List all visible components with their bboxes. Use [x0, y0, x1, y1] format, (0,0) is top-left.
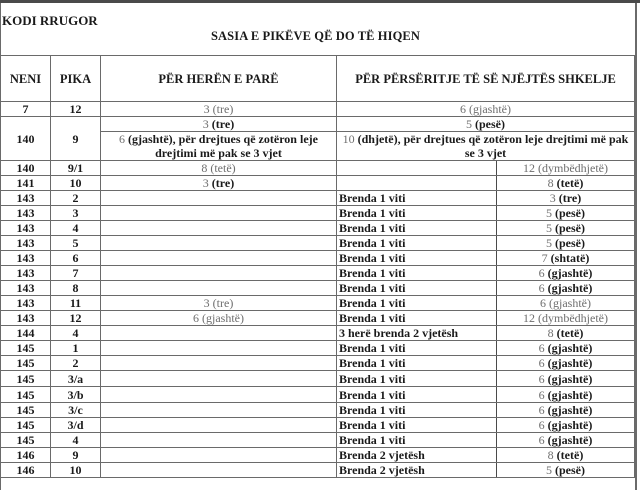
pika-cell: 7 — [51, 266, 101, 281]
points-number: 6 — [540, 296, 546, 310]
first-time-cell — [101, 326, 337, 341]
points-number: 6 — [538, 341, 545, 355]
table-row — [1, 311, 635, 326]
pika-cell: 9 — [51, 448, 101, 463]
repeat-condition-cell: Brenda 1 viti — [337, 206, 497, 221]
repeat-condition-cell: Brenda 2 vjetësh — [337, 463, 497, 478]
points-number: 6 — [119, 132, 126, 146]
points-word: (tetë) — [556, 448, 584, 462]
first-time-cell — [101, 403, 337, 418]
points-word: (tre) — [558, 191, 582, 205]
repeat-points-cell — [497, 433, 635, 448]
header-first-time: PËR HERËN E PARË — [101, 56, 337, 102]
repeat-points-cell — [497, 341, 635, 356]
header-neni: NENI — [1, 56, 51, 102]
pika-cell: 5 — [51, 236, 101, 251]
points-number: 5 — [466, 117, 472, 131]
neni-cell: 145 — [1, 403, 51, 418]
neni-cell: 7 — [1, 102, 51, 117]
pika-cell: 4 — [51, 433, 101, 448]
neni-cell: 145 — [1, 371, 51, 387]
neni-cell: 146 — [1, 463, 51, 478]
points-word: (gjashtë) — [547, 403, 593, 417]
repeat-condition-cell: Brenda 1 viti — [337, 371, 497, 387]
repeat-condition-cell: Brenda 1 viti — [337, 281, 497, 296]
points-word: (pesë) — [475, 117, 505, 131]
pika-cell: 11 — [51, 296, 101, 311]
repeat-points-cell — [497, 221, 635, 236]
first-time-cell — [101, 221, 337, 236]
points-table — [0, 55, 635, 478]
repeat-points-cell — [497, 176, 635, 191]
points-number: 3 — [203, 102, 210, 116]
points-word: (pesë) — [555, 463, 585, 477]
repeat-points-cell — [497, 191, 635, 206]
neni-cell: 143 — [1, 311, 51, 326]
points-number: 8 — [547, 448, 554, 462]
table-row — [1, 251, 635, 266]
neni-cell: 141 — [1, 176, 51, 191]
points-word: (gjashtë) — [547, 281, 593, 295]
table-row — [1, 296, 635, 311]
header-pika: PIKA — [51, 56, 101, 102]
repeat-condition-cell: Brenda 1 viti — [337, 191, 497, 206]
points-number: 8 — [547, 176, 554, 190]
first-time-cell — [101, 117, 337, 132]
repeat-points-cell — [497, 161, 635, 176]
neni-cell: 143 — [1, 266, 51, 281]
repeat-condition-cell — [337, 176, 497, 191]
neni-cell: 143 — [1, 296, 51, 311]
repeat-condition-cell: Brenda 1 viti — [337, 296, 497, 311]
repeat-cell — [337, 102, 635, 117]
table-row — [1, 221, 635, 236]
neni-cell: 140 — [1, 161, 51, 176]
points-word: (tre) — [211, 176, 235, 190]
points-word: (gjashtë) — [547, 266, 593, 280]
points-word: (tre) — [211, 117, 235, 131]
pika-cell: 1 — [51, 341, 101, 356]
pika-cell: 10 — [51, 176, 101, 191]
table-row — [1, 161, 635, 176]
points-number: 7 — [541, 251, 548, 265]
repeat-points-cell — [497, 356, 635, 371]
neni-cell: 145 — [1, 356, 51, 371]
table-row — [1, 326, 635, 341]
first-time-cell — [101, 266, 337, 281]
points-word: (pesë) — [555, 206, 585, 220]
points-word: (gjashtë) — [547, 387, 593, 402]
points-number: 6 — [538, 371, 545, 386]
points-word: (tetë) — [556, 326, 584, 340]
repeat-points-cell — [497, 371, 635, 387]
repeat-points-cell — [497, 448, 635, 463]
points-word: (gjashtë) — [547, 341, 593, 355]
first-time-cell — [101, 161, 337, 176]
table-row — [1, 117, 635, 132]
repeat-condition-cell: Brenda 2 vjetësh — [337, 448, 497, 463]
first-time-cell — [101, 311, 337, 326]
repeat-condition-cell: Brenda 1 viti — [337, 341, 497, 356]
repeat-points-cell — [497, 387, 635, 403]
points-word: (gjashtë) — [547, 356, 593, 370]
points-number: 3 — [202, 117, 209, 131]
points-word: (dhjetë), për drejtues që zotëron leje drejtimi më pak se 3 vjet — [357, 132, 629, 160]
neni-cell: 140 — [1, 117, 51, 161]
first-time-cell — [101, 132, 337, 161]
table-row — [1, 206, 635, 221]
points-word: (gjashtë), për drejtues që zotëron leje drejtimi më pak se 3 vjet — [128, 132, 318, 160]
repeat-points-cell — [497, 266, 635, 281]
points-number: 6 — [460, 102, 466, 116]
points-number: 6 — [538, 403, 545, 417]
document-header — [0, 3, 634, 56]
points-word: (tetë) — [556, 176, 584, 190]
pika-cell: 3/a — [51, 371, 101, 387]
points-number: 5 — [546, 463, 552, 477]
points-number: 5 — [546, 236, 552, 250]
table-row — [1, 236, 635, 251]
first-time-cell — [101, 251, 337, 266]
first-time-cell — [101, 356, 337, 371]
first-time-cell — [101, 387, 337, 403]
points-word: (pesë) — [555, 236, 585, 250]
neni-cell: 143 — [1, 191, 51, 206]
table-row — [1, 266, 635, 281]
points-number: 8 — [201, 161, 208, 175]
repeat-cell — [337, 117, 635, 132]
repeat-condition-cell — [337, 161, 497, 176]
pika-cell: 3 — [51, 206, 101, 221]
neni-cell: 145 — [1, 433, 51, 448]
table-row — [1, 387, 635, 403]
repeat-points-cell — [497, 236, 635, 251]
points-word: (tetë) — [210, 161, 236, 175]
points-word: (gjashtë) — [547, 418, 593, 432]
neni-cell: 145 — [1, 387, 51, 403]
table-row — [1, 463, 635, 478]
points-number: 6 — [538, 356, 545, 370]
points-number: 12 — [523, 161, 535, 175]
points-word: (gjashtë) — [547, 433, 593, 447]
neni-cell: 144 — [1, 326, 51, 341]
points-word: (gjashtë) — [202, 311, 244, 325]
repeat-points-cell — [497, 418, 635, 433]
pika-cell: 2 — [51, 191, 101, 206]
pika-cell: 4 — [51, 221, 101, 236]
points-number: 12 — [523, 311, 535, 325]
points-number: 5 — [546, 206, 552, 220]
pika-cell: 6 — [51, 251, 101, 266]
first-time-cell — [101, 371, 337, 387]
pika-cell: 12 — [51, 311, 101, 326]
first-time-cell — [101, 418, 337, 433]
points-number: 8 — [547, 326, 554, 340]
repeat-cell — [337, 132, 635, 161]
pika-cell: 9 — [51, 117, 101, 161]
points-number: 3 — [203, 296, 210, 310]
repeat-points-cell — [497, 206, 635, 221]
points-word: (shtatë) — [550, 251, 590, 265]
first-time-cell — [101, 206, 337, 221]
points-number: 6 — [538, 418, 545, 432]
table-row — [1, 433, 635, 448]
first-time-cell — [101, 176, 337, 191]
repeat-points-cell — [497, 403, 635, 418]
first-time-cell — [101, 236, 337, 251]
repeat-points-cell — [497, 326, 635, 341]
neni-cell: 145 — [1, 418, 51, 433]
document-title: SASIA E PIKËVE QË DO TË HIQEN — [211, 29, 420, 43]
repeat-condition-cell: 3 herë brenda 2 vjetësh — [337, 326, 497, 341]
points-number: 6 — [538, 387, 545, 402]
first-time-cell — [101, 102, 337, 117]
repeat-condition-cell: Brenda 1 viti — [337, 311, 497, 326]
pika-cell: 8 — [51, 281, 101, 296]
points-word: (tre) — [212, 296, 234, 310]
first-time-cell — [101, 281, 337, 296]
first-time-cell — [101, 433, 337, 448]
table-row — [1, 102, 635, 117]
table-row — [1, 356, 635, 371]
neni-cell: 143 — [1, 221, 51, 236]
repeat-condition-cell: Brenda 1 viti — [337, 251, 497, 266]
repeat-condition-cell: Brenda 1 viti — [337, 221, 497, 236]
repeat-condition-cell: Brenda 1 viti — [337, 266, 497, 281]
table-row — [1, 281, 635, 296]
repeat-condition-cell: Brenda 1 viti — [337, 356, 497, 371]
table-header-row — [1, 56, 635, 102]
first-time-cell — [101, 448, 337, 463]
neni-cell: 145 — [1, 341, 51, 356]
first-time-cell — [101, 191, 337, 206]
code-label: KODI RRUGOR — [2, 13, 98, 28]
pika-cell: 2 — [51, 356, 101, 371]
repeat-condition-cell: Brenda 1 viti — [337, 433, 497, 448]
repeat-points-cell — [497, 311, 635, 326]
first-time-cell — [101, 296, 337, 311]
points-word: (dymbëdhjetë) — [538, 311, 608, 325]
table-row — [1, 403, 635, 418]
points-number: 3 — [202, 176, 209, 190]
pika-cell: 3/c — [51, 403, 101, 418]
points-word: (gjashtë) — [469, 102, 511, 116]
points-number: 6 — [193, 311, 199, 325]
repeat-condition-cell: Brenda 1 viti — [337, 236, 497, 251]
pika-cell: 12 — [51, 102, 101, 117]
neni-cell: 143 — [1, 206, 51, 221]
pika-cell: 3/d — [51, 418, 101, 433]
pika-cell: 4 — [51, 326, 101, 341]
table-row — [1, 448, 635, 463]
table-row — [1, 371, 635, 387]
table-row — [1, 341, 635, 356]
pika-cell: 10 — [51, 463, 101, 478]
neni-cell: 143 — [1, 236, 51, 251]
table-row — [1, 176, 635, 191]
repeat-points-cell — [497, 463, 635, 478]
points-number: 6 — [538, 266, 545, 280]
header-repeat: PËR PËRSËRITJE TË SË NJËJTËS SHKELJE — [337, 56, 635, 102]
points-word: (gjashtë) — [547, 371, 593, 386]
table-row — [1, 418, 635, 433]
points-word: (tre) — [212, 102, 234, 116]
points-word: (dymbëdhjetë) — [538, 161, 608, 175]
repeat-condition-cell: Brenda 1 viti — [337, 387, 497, 403]
repeat-points-cell — [497, 281, 635, 296]
points-number: 6 — [538, 433, 545, 447]
repeat-points-cell — [497, 251, 635, 266]
pika-cell: 3/b — [51, 387, 101, 403]
repeat-condition-cell: Brenda 1 viti — [337, 403, 497, 418]
points-word: (pesë) — [555, 221, 585, 235]
points-number: 5 — [546, 221, 552, 235]
first-time-cell — [101, 463, 337, 478]
neni-cell: 143 — [1, 251, 51, 266]
repeat-condition-cell: Brenda 1 viti — [337, 418, 497, 433]
table-row — [1, 191, 635, 206]
points-number: 10 — [342, 132, 355, 146]
points-word: (gjashtë) — [549, 296, 591, 310]
pika-cell: 9/1 — [51, 161, 101, 176]
points-number: 3 — [549, 191, 556, 205]
repeat-points-cell — [497, 296, 635, 311]
first-time-cell — [101, 341, 337, 356]
points-number: 6 — [538, 281, 545, 295]
neni-cell: 143 — [1, 281, 51, 296]
neni-cell: 146 — [1, 448, 51, 463]
